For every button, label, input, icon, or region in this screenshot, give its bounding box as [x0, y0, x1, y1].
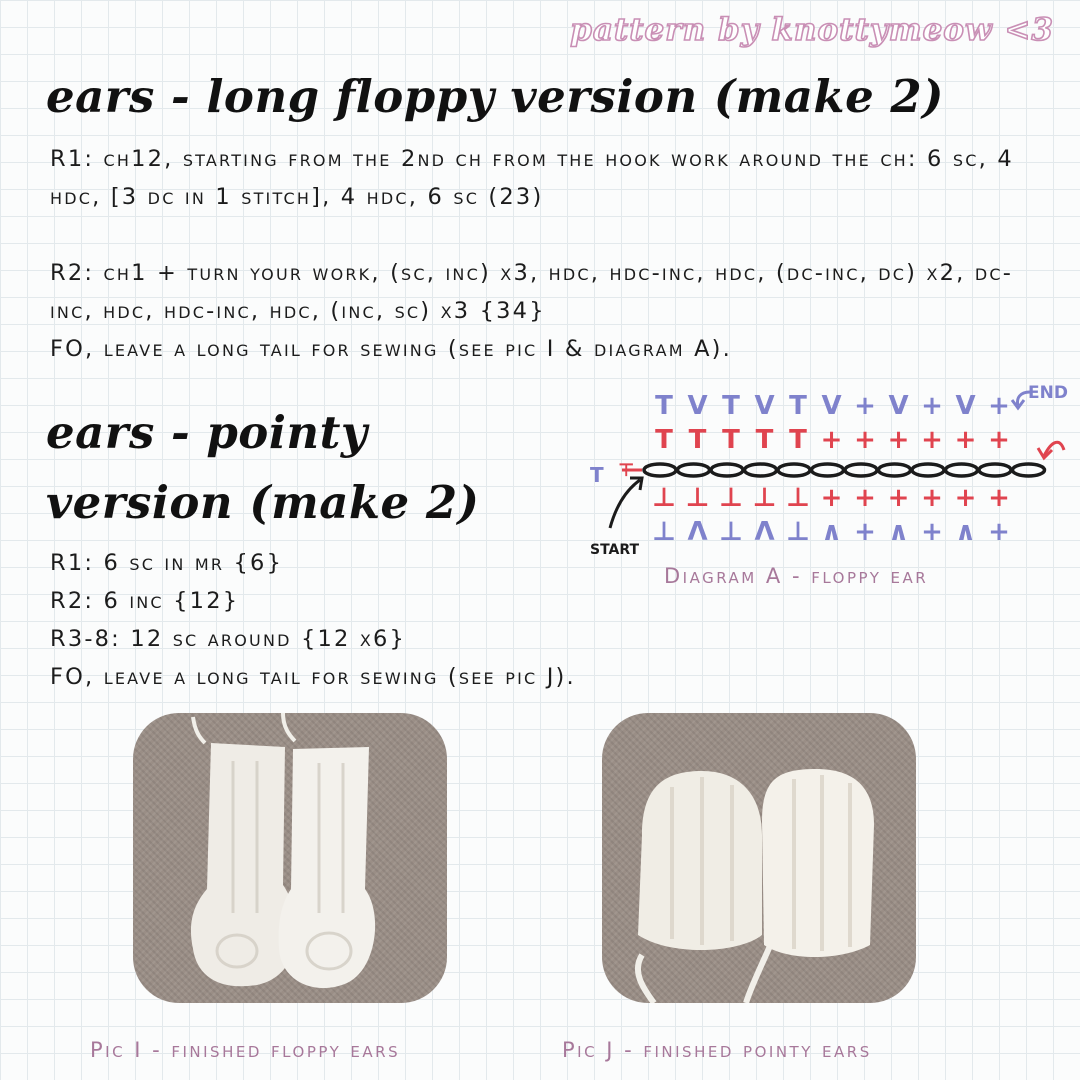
- upper-blue-stitch-8: V: [888, 391, 909, 421]
- lower-blue-stitch-8: ∧: [887, 517, 910, 547]
- upper-red-stitch-3: T: [722, 425, 740, 455]
- upper-red-stitch-6: +: [820, 425, 843, 455]
- upper-red-stitch-1: T: [655, 425, 673, 455]
- chain-stitch-9: [912, 464, 944, 476]
- start-arrow-icon: [610, 480, 640, 528]
- lower-blue-stitch-6: ∧: [820, 517, 843, 547]
- upper-blue-stitch-2: V: [687, 391, 708, 421]
- lower-red-stitch-3: ⊥: [719, 483, 743, 513]
- pointy-heading-line-2: version (make 2): [46, 475, 480, 529]
- upper-blue-stitch-3: T: [722, 391, 740, 421]
- upper-red-stitch-7: +: [854, 425, 876, 455]
- floppy-round-2: R2: ch1 + turn your work, (sc, inc) x3, hdc, hdc-inc, hdc, (dc-inc, dc) x2, dc-inc, hdc, hdc-inc, hdc, (inc, sc) x3 {34}: [50, 260, 1014, 324]
- pic-i-caption: Pic I - finished floppy ears: [90, 1038, 401, 1062]
- pointy-round-2: R2: 6 inc {12}: [50, 588, 240, 614]
- chain-stitch-6: [812, 464, 844, 476]
- chain-stitch-1: [644, 464, 676, 476]
- diagram-a-stitch-chart: [582, 378, 1080, 558]
- lower-red-stitch-8: +: [887, 483, 910, 513]
- upper-red-stitch-8: +: [887, 425, 910, 455]
- upper-blue-stitch-6: V: [821, 391, 842, 421]
- chain-stitch-12: [1013, 464, 1045, 476]
- upper-blue-row: [655, 391, 1010, 421]
- upper-red-stitch-4: T: [755, 425, 774, 455]
- chain-stitch-7: [845, 464, 877, 476]
- pic-j-photo: [602, 713, 916, 1003]
- pattern-credit: pattern by knottymeow <3: [570, 12, 1054, 48]
- pointy-heading-line-1: ears - pointy: [46, 406, 368, 459]
- side-stitch-blue: T: [590, 463, 604, 487]
- lower-blue-row: [652, 517, 1010, 547]
- pointy-ears-illustration: [602, 713, 916, 1003]
- floppy-ears-instructions: [50, 140, 1040, 368]
- lower-red-stitch-10: +: [954, 483, 977, 513]
- lower-red-stitch-5: ⊥: [786, 483, 810, 513]
- pic-i-photo: [133, 713, 447, 1003]
- lower-red-stitch-2: ⊥: [685, 483, 710, 513]
- upper-blue-stitch-9: +: [921, 391, 943, 421]
- pointy-fasten-off: FO, leave a long tail for sewing (see pic J).: [50, 664, 576, 690]
- lower-red-stitch-11: +: [988, 483, 1010, 513]
- lower-red-row: [652, 483, 1010, 513]
- upper-red-stitch-11: +: [988, 425, 1010, 455]
- lower-blue-stitch-3: ⊥: [719, 517, 743, 547]
- lower-blue-stitch-4: Λ: [754, 517, 775, 547]
- lower-blue-stitch-11: +: [988, 517, 1010, 547]
- lower-red-stitch-9: +: [921, 483, 943, 513]
- pointy-ears-heading: [46, 398, 479, 538]
- floppy-ears-illustration: [133, 713, 447, 1003]
- start-label: START: [590, 542, 640, 558]
- chain-stitch-5: [778, 464, 810, 476]
- chain-stitch-4: [745, 464, 777, 476]
- lower-red-stitch-6: +: [820, 483, 843, 513]
- upper-red-stitch-2: T: [688, 425, 707, 455]
- side-stitch-red: ⊤: [618, 460, 635, 481]
- upper-blue-stitch-5: T: [789, 391, 807, 421]
- lower-red-stitch-4: ⊥: [752, 483, 777, 513]
- upper-blue-stitch-7: +: [854, 391, 876, 421]
- chain-stitch-11: [979, 464, 1011, 476]
- upper-red-stitch-10: +: [954, 425, 977, 455]
- pointy-round-3-8: R3-8: 12 sc around {12 x6}: [50, 626, 407, 652]
- lower-blue-stitch-2: Λ: [687, 517, 708, 547]
- upper-blue-stitch-11: +: [988, 391, 1010, 421]
- pointy-round-1: R1: 6 sc in mr {6}: [50, 550, 284, 576]
- floppy-ears-heading: ears - long floppy version (make 2): [46, 70, 944, 123]
- upper-red-stitch-9: +: [921, 425, 943, 455]
- lower-blue-stitch-10: ∧: [954, 517, 977, 547]
- chain-stitch-10: [946, 464, 978, 476]
- chain-row: [622, 464, 1045, 476]
- lower-blue-stitch-1: ⊥: [652, 517, 676, 547]
- lower-blue-stitch-9: +: [921, 517, 943, 547]
- lower-blue-stitch-5: ⊥: [786, 517, 810, 547]
- pic-j-caption: Pic J - finished pointy ears: [562, 1038, 872, 1062]
- lower-red-stitch-1: ⊥: [652, 483, 676, 513]
- upper-blue-stitch-4: V: [754, 391, 775, 421]
- upper-blue-stitch-1: T: [655, 391, 673, 421]
- chain-stitch-8: [879, 464, 911, 476]
- pointy-ears-instructions: [50, 544, 770, 696]
- lower-blue-stitch-7: +: [854, 517, 876, 547]
- end-label: END: [1028, 383, 1068, 403]
- upper-red-stitch-5: T: [789, 425, 807, 455]
- upper-red-row: [655, 425, 1010, 455]
- chain-stitch-3: [711, 464, 743, 476]
- lower-red-stitch-7: +: [854, 483, 876, 513]
- diagram-a-caption: Diagram A - floppy ear: [664, 564, 929, 588]
- chain-stitch-2: [678, 464, 710, 476]
- upper-blue-stitch-10: V: [955, 391, 976, 421]
- floppy-fasten-off: FO, leave a long tail for sewing (see pic I & diagram A).: [50, 336, 732, 362]
- floppy-round-1: R1: ch12, starting from the 2nd ch from the hook work around the ch: 6 sc, 4 hdc, [3 dc in 1 stitch], 4 hdc, 6 sc (23): [50, 146, 1014, 210]
